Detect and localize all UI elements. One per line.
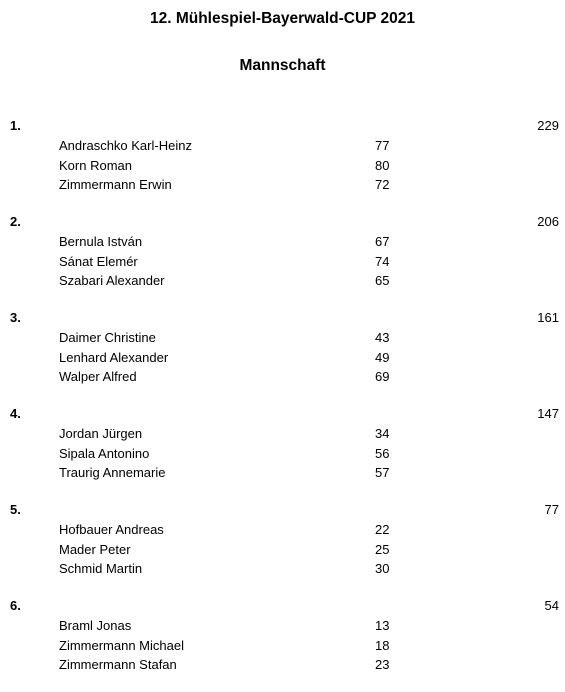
team-total: 147 — [537, 406, 559, 421]
team-rank: 1. — [10, 118, 21, 133]
member-name: Andraschko Karl-Heinz — [59, 138, 192, 153]
member-row — [0, 232, 565, 252]
member-name: Lenhard Alexander — [59, 349, 169, 365]
member-name: Zimmermann Michael — [59, 637, 184, 653]
member-score: 67 — [375, 234, 390, 249]
member-name: Zimmermann Erwin — [59, 177, 172, 192]
team-total: 54 — [544, 598, 559, 613]
member-score: 72 — [375, 177, 390, 192]
team-header — [0, 500, 565, 520]
member-score: 74 — [375, 253, 390, 269]
member-score: 13 — [375, 618, 390, 633]
member-score: 22 — [375, 522, 390, 537]
member-score: 18 — [375, 637, 390, 653]
team-total: 77 — [544, 502, 559, 517]
member-score: 69 — [375, 369, 390, 384]
team-rank: 6. — [10, 598, 21, 613]
team-list — [0, 116, 565, 692]
member-score: 57 — [375, 465, 390, 480]
team-block — [0, 212, 565, 308]
member-score: 43 — [375, 330, 390, 345]
member-row — [0, 367, 565, 387]
member-row — [0, 559, 565, 579]
member-score: 65 — [375, 273, 390, 288]
member-name: Braml Jonas — [59, 618, 132, 633]
member-name: Bernula István — [59, 234, 143, 249]
member-score: 30 — [375, 561, 390, 576]
team-rank: 4. — [10, 406, 21, 421]
member-row — [0, 520, 565, 540]
team-header — [0, 116, 565, 136]
team-total: 206 — [537, 214, 559, 229]
member-row — [0, 444, 565, 464]
team-rank: 3. — [10, 310, 21, 325]
document-subtitle: Mannschaft — [239, 57, 326, 74]
member-row — [0, 616, 565, 636]
member-row — [0, 463, 565, 483]
team-header — [0, 212, 565, 232]
member-name: Sipala Antonino — [59, 445, 150, 461]
member-name: Schmid Martin — [59, 561, 143, 576]
team-block — [0, 404, 565, 500]
team-total: 229 — [537, 118, 559, 133]
member-name: Walper Alfred — [59, 369, 137, 384]
document-title: 12. Mühlespiel-Bayerwald-CUP 2021 — [149, 10, 416, 27]
member-row — [0, 156, 565, 176]
team-block — [0, 116, 565, 212]
team-header — [0, 404, 565, 424]
member-row — [0, 175, 565, 195]
member-name: Korn Roman — [59, 157, 132, 173]
member-score: 56 — [375, 445, 390, 461]
member-row — [0, 252, 565, 272]
member-name: Szabari Alexander — [59, 273, 165, 288]
member-name: Hofbauer Andreas — [59, 522, 164, 537]
member-name: Jordan Jürgen — [59, 426, 143, 441]
member-row — [0, 636, 565, 656]
member-row — [0, 136, 565, 156]
team-rank: 5. — [10, 502, 21, 517]
team-header — [0, 308, 565, 328]
team-block — [0, 500, 565, 596]
member-row — [0, 540, 565, 560]
member-row — [0, 655, 565, 675]
member-row — [0, 424, 565, 444]
member-score: 49 — [375, 349, 390, 365]
member-name: Sánat Elemér — [59, 253, 138, 269]
member-score: 80 — [375, 157, 390, 173]
member-row — [0, 271, 565, 291]
team-total: 161 — [537, 310, 559, 325]
team-rank: 2. — [10, 214, 21, 229]
member-name: Daimer Christine — [59, 330, 156, 345]
member-name: Traurig Annemarie — [59, 465, 166, 480]
team-block — [0, 308, 565, 404]
member-score: 34 — [375, 426, 390, 441]
member-score: 77 — [375, 138, 390, 153]
team-block — [0, 596, 565, 692]
member-name: Mader Peter — [59, 541, 131, 557]
member-score: 25 — [375, 541, 390, 557]
member-row — [0, 348, 565, 368]
team-header — [0, 596, 565, 616]
member-row — [0, 328, 565, 348]
member-score: 23 — [375, 657, 390, 672]
member-name: Zimmermann Stafan — [59, 657, 177, 672]
